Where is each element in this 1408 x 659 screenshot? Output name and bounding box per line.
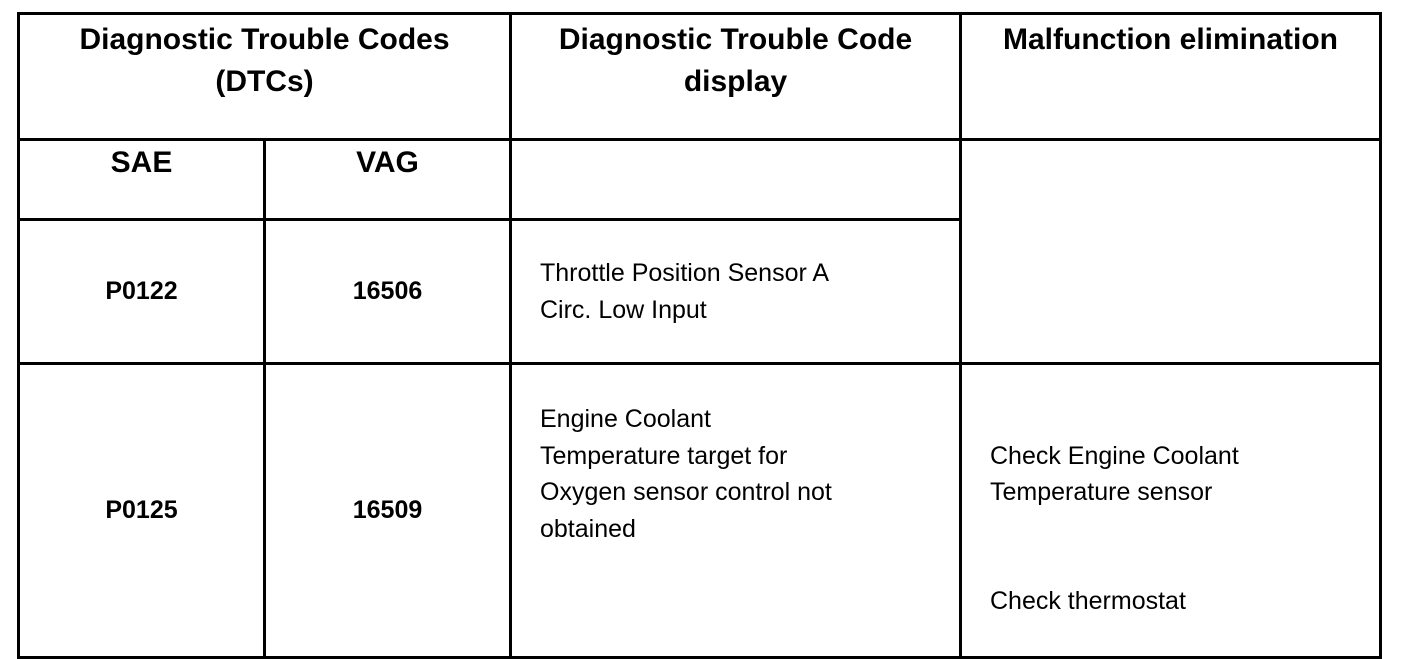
vag-code: 16506 bbox=[265, 220, 511, 364]
table-row bbox=[19, 364, 1381, 658]
subheader-vag: VAG bbox=[265, 140, 511, 220]
elimination-step: Check Engine Coolant Temperature sensor bbox=[990, 441, 1239, 506]
header-code-display: Diagnostic Trouble Code display bbox=[511, 14, 961, 140]
header-malfunction-elimination: Malfunction elimination bbox=[961, 14, 1381, 140]
elimination-step: Check thermostat bbox=[990, 587, 1186, 615]
header-row bbox=[19, 14, 1381, 140]
elimination-cell-empty bbox=[961, 140, 1381, 364]
code-display-text: Engine Coolant Temperature target for Oxygen sensor control not obtained bbox=[511, 364, 961, 658]
code-display-text: Throttle Position Sensor A Circ. Low Input bbox=[511, 220, 961, 364]
sae-code: P0122 bbox=[19, 220, 265, 364]
header-dtcs: Diagnostic Trouble Codes (DTCs) bbox=[19, 14, 511, 140]
sae-code: P0125 bbox=[19, 364, 265, 658]
vag-code: 16509 bbox=[265, 364, 511, 658]
dtc-table bbox=[17, 12, 1382, 659]
malfunction-elimination-cell bbox=[961, 364, 1381, 658]
subheader-sae: SAE bbox=[19, 140, 265, 220]
subheader-row bbox=[19, 140, 1381, 220]
subheader-display-empty bbox=[511, 140, 961, 220]
